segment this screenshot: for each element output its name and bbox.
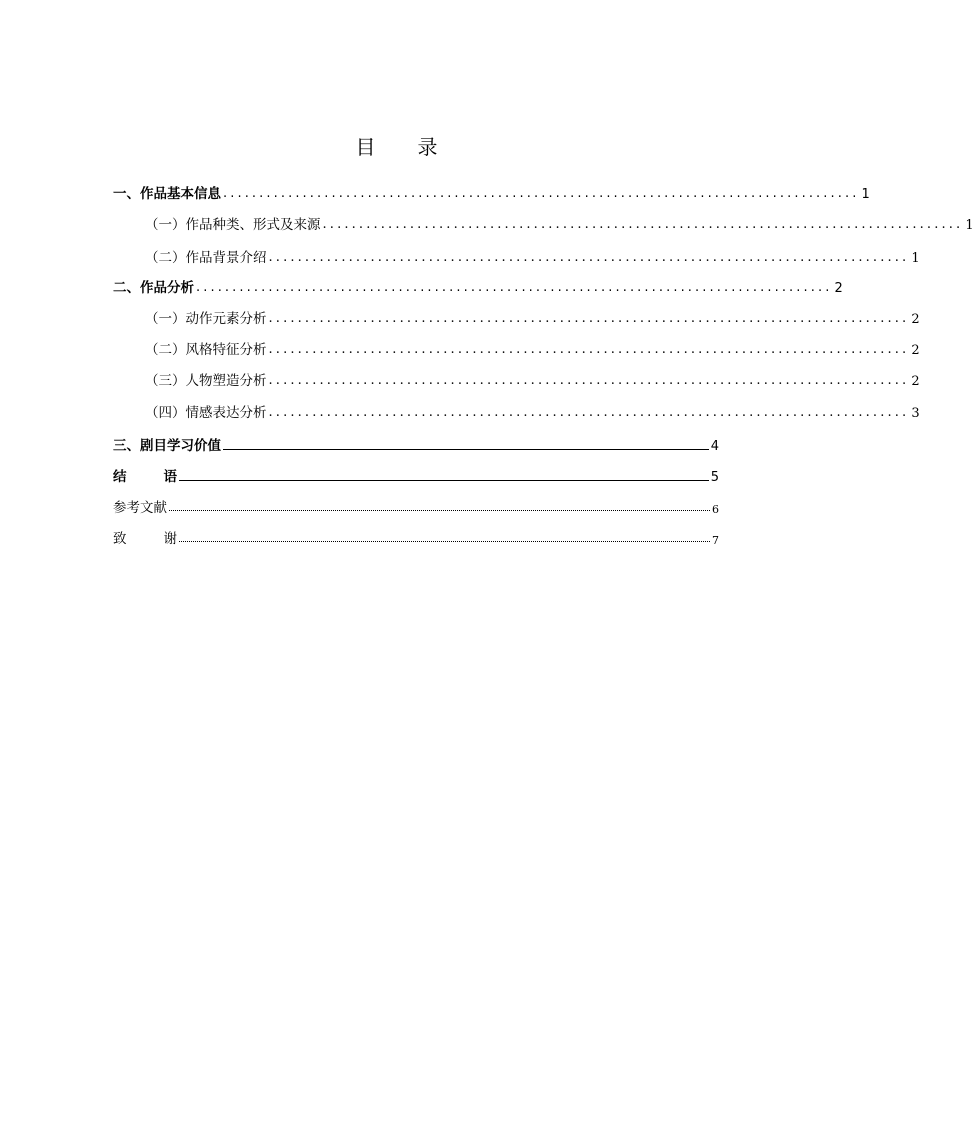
toc-entry-section-2-3[interactable] xyxy=(113,365,920,389)
toc-entry-label: （四）情感表达分析 xyxy=(145,405,267,421)
toc-entry-label-char-1: 结 xyxy=(113,469,127,485)
toc-entry-section-2-1[interactable] xyxy=(113,303,920,327)
toc-page-number: 2 xyxy=(911,343,920,358)
toc-dot-leader xyxy=(169,507,710,511)
toc-page-number: 5 xyxy=(710,470,719,485)
toc-entry-section-2[interactable] xyxy=(113,272,843,296)
toc-entry-references[interactable] xyxy=(113,492,719,516)
toc-entry-section-3[interactable] xyxy=(113,430,719,454)
toc-entry-label: 二、作品分析 xyxy=(113,280,194,296)
toc-entry-section-2-4[interactable] xyxy=(113,397,920,421)
toc-page-number: 7 xyxy=(712,534,719,547)
toc-dot-leader: ........................................................................................ xyxy=(268,311,910,326)
toc-page-number: 2 xyxy=(834,281,843,296)
toc-dot-leader: ........................................................................................ xyxy=(268,405,910,420)
toc-page-number: 1 xyxy=(861,187,870,202)
toc-entry-label: 一、作品基本信息 xyxy=(113,186,221,202)
toc-entry-label-char-1: 致 xyxy=(113,531,127,547)
toc-page-number: 2 xyxy=(911,312,920,327)
toc-entry-acknowledgements[interactable] xyxy=(113,523,719,547)
toc-dot-leader xyxy=(179,479,709,481)
toc-page-number: 6 xyxy=(712,503,719,516)
toc-entry-label xyxy=(113,465,177,485)
toc-title-char-1: 目 xyxy=(355,134,376,159)
toc-dot-leader: ........................................................................................ xyxy=(268,342,910,357)
toc-entry-section-2-2[interactable] xyxy=(113,334,920,358)
toc-page-number: 1 xyxy=(911,251,920,266)
toc-entry-label: （一）动作元素分析 xyxy=(145,311,267,327)
toc-entry-label xyxy=(113,527,177,547)
toc-page-number: 2 xyxy=(911,374,920,389)
toc-entry-label: 参考文献 xyxy=(113,500,167,516)
toc-page-number: 4 xyxy=(710,439,719,454)
toc-dot-leader: ........................................................................................ xyxy=(268,373,910,388)
toc-dot-leader xyxy=(223,448,709,450)
toc-dot-leader: ........................................................................................ xyxy=(322,217,964,232)
toc-entry-label: （二）作品背景介绍 xyxy=(145,250,267,266)
toc-dot-leader xyxy=(179,538,710,542)
toc-page-number: 3 xyxy=(911,406,920,421)
toc-title-char-2: 录 xyxy=(417,134,438,159)
toc-entry-section-1[interactable] xyxy=(113,178,870,202)
toc-entry-section-1-2[interactable] xyxy=(113,242,920,266)
toc-entry-label: （二）风格特征分析 xyxy=(145,342,267,358)
toc-entry-label: （一）作品种类、形式及来源 xyxy=(145,217,321,233)
toc-entry-label-char-2: 谢 xyxy=(163,531,177,547)
toc-dot-leader: ........................................................................................ xyxy=(268,250,910,265)
toc-dot-leader: ........................................................................................ xyxy=(223,186,860,201)
toc-title xyxy=(0,130,793,160)
toc-entry-label: （三）人物塑造分析 xyxy=(145,373,267,389)
toc-entry-label-char-2: 语 xyxy=(163,469,177,485)
toc-entry-section-1-1[interactable] xyxy=(113,209,974,233)
toc-page-number: 1 xyxy=(965,218,974,233)
toc-entry-conclusion[interactable] xyxy=(113,461,719,485)
toc-dot-leader: ........................................................................................ xyxy=(196,280,833,295)
toc-entry-label: 三、剧目学习价值 xyxy=(113,438,221,454)
